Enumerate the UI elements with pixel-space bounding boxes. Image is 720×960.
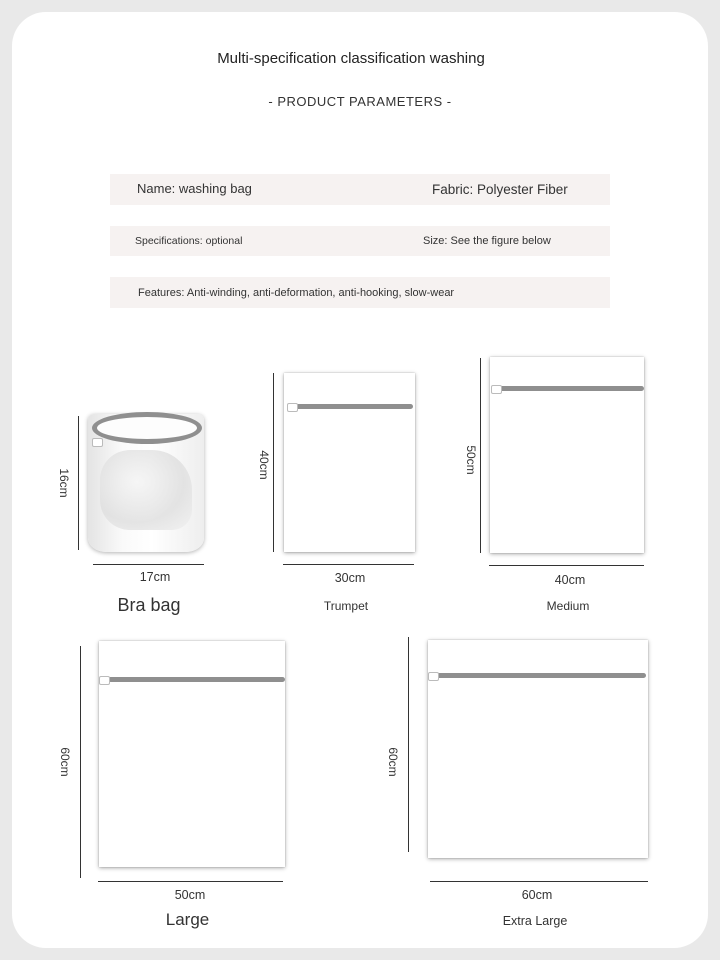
section-subtitle: - PRODUCT PARAMETERS -	[268, 94, 452, 109]
width-label: 60cm	[521, 888, 553, 902]
product-name: Extra Large	[502, 914, 568, 928]
page-title: Multi-specification classification washing	[217, 50, 485, 67]
width-label: 50cm	[174, 888, 206, 902]
param-name: Name: washing bag	[137, 181, 252, 196]
width-line	[93, 564, 204, 565]
bra-bag-zipper	[92, 412, 202, 444]
height-line	[78, 416, 79, 550]
bra-bag-contents	[100, 450, 192, 530]
width-line	[430, 881, 648, 882]
width-line	[283, 564, 414, 565]
height-label: 40cm	[257, 450, 271, 480]
param-row-spec	[110, 226, 610, 256]
param-specifications: Specifications: optional	[135, 235, 243, 247]
trumpet-bag-image	[284, 373, 415, 552]
width-line	[98, 881, 283, 882]
product-name: Large	[165, 910, 210, 929]
bag-zipper	[436, 673, 646, 678]
param-size: Size: See the figure below	[423, 235, 551, 247]
bag-zipper	[497, 386, 644, 391]
zipper-pull-icon	[287, 403, 298, 412]
bag-zipper	[290, 404, 413, 409]
width-label: 30cm	[334, 571, 366, 585]
product-name: Bra bag	[117, 595, 181, 615]
width-label: 40cm	[554, 573, 586, 587]
param-row-features	[110, 277, 610, 308]
zipper-pull-icon	[491, 385, 502, 394]
zipper-pull-icon	[92, 438, 103, 447]
height-label: 50cm	[464, 445, 478, 475]
param-fabric: Fabric: Polyester Fiber	[432, 182, 568, 197]
bag-zipper	[108, 677, 285, 682]
product-name: Medium	[546, 599, 590, 613]
height-label: 16cm	[57, 468, 71, 498]
height-line	[80, 646, 81, 878]
param-row-name	[110, 174, 610, 205]
width-label: 17cm	[139, 570, 171, 584]
zipper-pull-icon	[428, 672, 439, 681]
width-line	[489, 565, 644, 566]
param-features: Features: Anti-winding, anti-deformation, anti-hooking, slow-wear	[138, 287, 455, 299]
height-label: 60cm	[58, 747, 72, 777]
zipper-pull-icon	[99, 676, 110, 685]
height-line	[408, 637, 409, 852]
height-label: 60cm	[386, 747, 400, 777]
height-line	[273, 373, 274, 552]
height-line	[480, 358, 481, 553]
product-name: Trumpet	[323, 599, 369, 613]
large-bag-image	[99, 641, 285, 867]
